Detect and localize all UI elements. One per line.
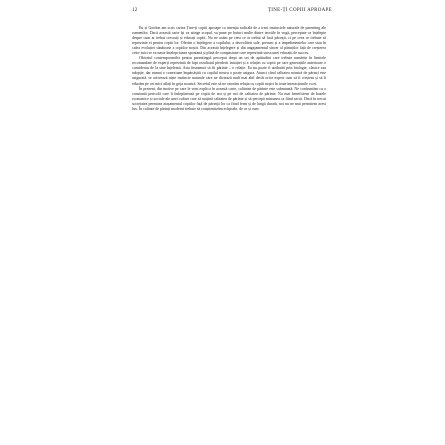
running-title: ȚINE-ȚI COPIII APROAPE <box>267 8 332 13</box>
body-text <box>132 26 326 112</box>
paragraph: Obiceiul contemporanilor pentru parentingul perceput drept un set de aptitudini care trebuie urmărite în limitele recomandate de experți reprezintă de fapt rezultatul pierderii intuiției și a relației cu copiii pe care generațiile anterioare o considerau de la sine înțeleasă. Asta înseamnă să fii părinte – o relație. Ea nu poate fi atribuită prin biologie, clasice sau adopție, dar numai o conexiune împărtășită cu copilul nostru o poate asigura. Atunci când calitatea noastră de părinți este asigurată, se activează niște instincte naturale care ne dictează mult mai abil decât orice expert cum să îi creștem și să îi educăm pe cei mici aflați în grija noastră. Secretul este să ne onorăm relația cu copiii noștri în toate interacțiunile cu ei. <box>132 56 326 86</box>
page-number: 12 <box>132 8 138 13</box>
paragraph: Eu și Gordon am scris cartea Ține-ți copiii aproape ca intenția radicală de a trezi instinctele naturale de parenting ale oamenilor. Dacă această carte își va atinge scopul, va pune pe butuci multe dintre teoriile în vogă, percepute ca înțelepte despre cum ar trebui crescuți și educați copiii. Nu ne axăm pe ceea ce ar trebui să facă părinții, ci pe ceea ce trebuie să reprezinte ei pentru copiii lor. Oferim o înțelegere a copilului, a dezvoltării sale, precum și a impedimentelor care stau în calea evoluției sănătoase a copiilor noștri. Din această înțelegere și din angajamentul sincer al părinților față de creșterea celor mici se va naște înțelepciunea spontană și plină de compasiune care reprezintă sursa unei educații de succes. <box>132 26 326 56</box>
page-header <box>132 5 332 17</box>
paragraph: În prezent, din motive pe care le vom explica în această carte, calitatea de părinte este subminată. Ne confruntăm cu o constantă pericolă care îi îndepărtează pe copiii de noi și pe noi de calitatea de părinte. Nu mai beneficiem de bazele economice și sociale ale unei culturi care să susțină calitatea de părinte și să percepă misiunea ca fiind sacră. Dacă în trecut societatea permitea atașamentul copiilor față de părinții lor ca fiind ferm și de lungă durată, noi nu ne mai permitem acest lux. În calitate de părinți moderni trebuie să conștientizăm eclipsele, de ce și cum <box>132 86 326 111</box>
